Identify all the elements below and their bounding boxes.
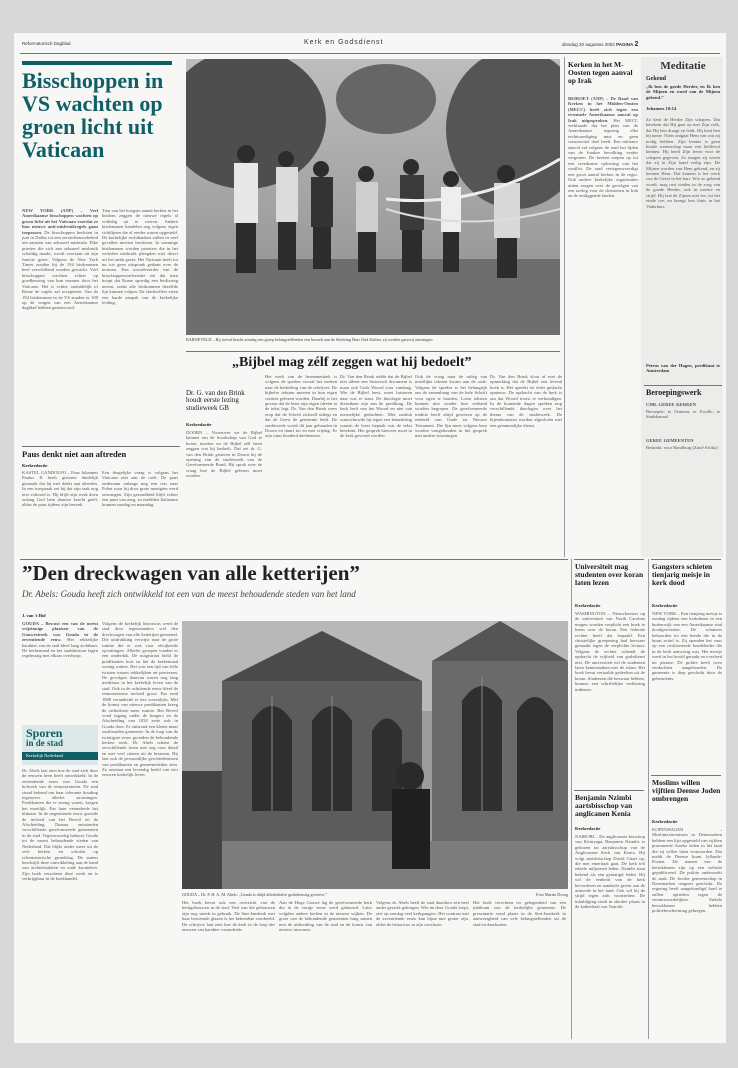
filler-text: KOPENHAGEN – Moslimextremisten in Denemarken hebben een lijst opgesteld van vijftien prominente Joodse leden in het land die zij willen laten vermoorden. Dat meldt de Deense krant Jyllands-Posten. De namen van de betrokkenen zijn op een website gepubliceerd. De politie onderzoekt de zaak. De Joodse gemeenschap in Denemarken reageert geschokt. De regering heeft aangekondigd hard te zullen optreden tegen de verantwoordelijken. Enkele betrokkenen hebben politiebescherming gekregen. (652, 827, 722, 914)
photo-gouda (182, 621, 568, 889)
filler-text: Volgens de kerkelijk historicus werd de stad door tegenstanders wel den dreckwagen van alle ketterijen genoemd. Die uitdrukking verwijst naar de grote ruimte die er was voor afwijkende opvattingen. Allerlei groepen vonden er een onderdak. De magistraat hield de predikanten kort en liet de kerkenraad weinig ruimte. Het was een tijd van felle twisten tussen rekkelijken en preciezen. De gevolgen daarvan waren nog lang merkbaar in het kerkelijk leven van de stad. Ook in de achttiende eeuw bleef de remonstrantse invloed groot. Pas rond 1800 veranderde er iets wezenlijks. Met de komst van nieuwe predikanten kreeg de orthodoxie meer ruimte. Het Reveil vond ingang onder de burgers en de Afscheiding van 1834 zette ook in Gouda door. Er ontstond een kleine maar vastberaden gemeente. In de loop van de twintigste eeuw groeiden de behoudende kerken sterk. Dr. Abels schetst de verschillende fasen met oog voor detail en met veel citaten uit de bronnen. Hij laat ook de persoonlijke geschiedenissen van predikanten en gemeenteleden zien. Zo ontstaat een levendig beeld van vier eeuwen kerkelijk leven. (102, 621, 178, 778)
gouda-body-col1 (22, 768, 98, 1030)
gvb-body-col1 (186, 430, 262, 555)
beroeping-line1: CHR. GEREF. KERKEN (646, 402, 697, 407)
gouda-caption: GOUDA – Dr. P. H. A. M. Abels: „Gouda is altijd allesbehalve godsdienstig geweest.” (182, 892, 327, 897)
filler-text: Dr. Van den Brink sloot af met de opmerking dat de Bijbel een levend boek is. Het spreekt tot ieder geslacht opnieuw. De opdracht van de kerk is om dat Woord trouw te verkondigen. In de komende dagen spreken nog verschillende theologen over het thema van de studieweek. De bijeenkomsten worden afgesloten met een gezamenlijke dienst. (490, 374, 562, 428)
filler-text: De bisschoppen besloten in juni in Dallas tot een zerotolerancebeleid ten aanzien van seksueel misbruik. Elke priester die zich aan seksueel misbruik schuldig maakt, wordt voortaan uit zijn functie gezet. Volgens de New York Times zouden bij de 194 bisdommen heel verschillend worden gewacht. Veel bisschoppen wachten echter op goedkeuring van hun normen door het Vaticaan. Het is echter onduidelijk of Rome de regels zal accepteren. Van de 194 bisdommen in de VS zouden er 109 op de vragen van een Amerikaanse dagblad hebben geantwoord. (22, 229, 98, 311)
column-divider-3 (648, 559, 649, 1039)
filler-text: Ook de vraag naar de uitleg van moeilijke teksten kwam aan de orde. Volgens de spreker is het belangrijk om de samenhang van de hele Schrift voor ogen te houden. Losse teksten kunnen niet zonder hun verband worden begrepen. De gereformeerde traditie heeft altijd gewezen op de eenheid van Oude en Nieuwe Testament. Die lijn moet volgens hem worden vastgehouden in het gesprek met andere stromingen. (415, 374, 487, 439)
gangsters-headline: Gangsters schieten tienjarig meisje in kerk dood (652, 562, 713, 587)
beroeping-line3: GEREF. GEMEENTEN (646, 438, 694, 443)
filler-text: Het boek bevat ook een overzicht van de kerkgebouwen in de stad. Veel van die gebouwen zijn nog steeds in gebruik. De Sint-Janskerk met haar beroemde glazen is het bekendste voorbeeld. De schrijver laat zien hoe de kerk in de loop der eeuwen van karakter veranderde. (182, 900, 275, 933)
photo-barneveld (186, 59, 560, 335)
filler-text: Tien van het hoogste aantal kerken in het bisdom zeggen de nieuwe regels al volledig uit te voeren. Andere bisdommen handelen nog volgens eigen richtlijnen die al eerder waren opgesteld. De kerkelijke rechtbanken zullen in veel gevallen moeten beslissen. In sommige bisdommen worden priesters die in het verleden misbruik pleegden niet direct uit het ambt gezet. Het Vaticaan heeft tot nu toe geen uitspraak gedaan over de normen. Een woordvoerder van de bisschoppenconferentie zei dat men hoopt dat Rome spoedig een beslissing neemt, zodat alle bisdommen dezelfde lijn kunnen volgen. De slachtoffers eisen een harde aanpak van de kerkelijke leiding. (102, 208, 178, 305)
filler-text: KASTEL GANDOLFO – Paus Johannes Paulus II heeft gisteren duidelijk gemaakt dat hij niet denkt aan aftreden. In een toespraak zei hij dat zijn taak nog niet voltooid is. Hij blijft zijn werk doen zolang God hem daartoe kracht geeft, aldus de paus tijdens zijn bezoek. (22, 470, 98, 508)
gvb-body-col5 (490, 374, 562, 555)
meditatie-quote: „Ik ben de goede Herder, en Ik ken de Mijnen en word van de Mijnen gekend.” (646, 84, 720, 100)
gouda-intro-text: GOUDA – Bewust een van de meest vrijzinnige plaatsen van de Gouwestreek was Gouda in de zeventiende eeuw. (22, 621, 98, 643)
gouda-subhead: Dr. Abels: Gouda heeft zich ontwikkeld tot een van de meest behoudende steden van het land (22, 589, 356, 599)
photo-scene (186, 59, 560, 335)
gouda-body-col6 (473, 900, 566, 1030)
lead-body-col2 (102, 208, 178, 443)
gouda-headline: ”Den dreckwagen van alle ketterijen” (22, 561, 360, 585)
brief-body-col1 (22, 470, 98, 555)
article-rule (186, 351, 560, 352)
gangsters-body (652, 611, 722, 771)
photo-credit: Foto Martin Droog (536, 892, 568, 897)
filler-text: Het boek verscheen ter gelegenheid van een jubileum van de kerkelijke gemeente. De presentatie vond plaats in de Sint-Janskerk in aanwezigheid van vele belangstellenden uit de stad en daarbuiten. (473, 900, 566, 927)
church-scene (182, 621, 568, 889)
filler-text: Het werk van de hermeneutiek is volgens de spreker vooral het zoeken naar de bedoeling van de schrijver. De bijbelse teksten moeten in hun eigen context gelezen worden. Daarbij is het gevaar dat de lezer zijn eigen ideeën in de tekst legt. Dr. Van den Brink wees erop dat de Schrift zichzelf uitlegt en dat de Geest de gemeente leidt. De studieweek wordt dit jaar gehouden in Doorn en duurt tot en met vrijdag. Er zijn ruim honderd deelnemers. (265, 374, 337, 439)
univ-rule (574, 559, 644, 560)
photo-caption: BARNEVELD – Bij toeval bracht zondag een groep belangstellenden een bezoek aan de Stichting Huis Oud-Zuilen; zij werden gastvrij ontvangen. (186, 337, 434, 342)
gvb-body-col2 (265, 374, 337, 555)
brief-body-col2 (102, 470, 178, 555)
gouda-body-col4 (279, 900, 372, 1030)
univ-byline: Kerkredactie (575, 603, 601, 608)
irak-body (568, 96, 638, 354)
univ-body (575, 611, 645, 786)
gvb-byline: Kerkredactie (186, 422, 212, 427)
filler-text: WASHINGTON – Nieuwkomers op de universiteit van North Carolina mogen worden verplicht een boek te lezen over de koran. Een federale rechter heeft dat bepaald. Een christelijke groepering had bezwaar gemaakt tegen de verplichte lectuur. Volgens de rechter schendt de opdracht de vrijheid van godsdienst niet. De universiteit wil de studenten laten kennismaken met de islam. Het boek bevat vertaalde gedeelten uit de koran. Studenten die bezwaar hebben, kunnen een schriftelijke verklaring indienen. (575, 611, 645, 692)
gvb-body-col3 (340, 374, 412, 555)
filler-text: Dr. Abels laat zien hoe de stad zich door de eeuwen heen heeft ontwikkeld. In de zeventiende eeuw was Gouda een bolwerk van de remonstranten. De stad stond bekend om haar tolerante houding tegenover allerlei stromingen. Predikanten die te streng waren, kregen het moeilijk. Pas later veranderde het klimaat. In de negentiende eeuw groeide de invloed van het Reveil en de Afscheiding. Daarna ontstonden verschillende gereformeerde gemeenten in de stad. Tegenwoordig behoort Gouda tot de meest behoudende steden van Nederland. Dat blijkt onder meer uit de vele kerken en scholen op reformatorische grondslag. De auteur beschrijft deze ontwikkeling aan de hand van archiefstukken en oude kronieken. Zijn boek verscheen deze week en is verkrijgbaar in de boekhandel. (22, 768, 98, 882)
sporen-title2: in de stad (26, 738, 64, 748)
meditatie-author: Petrus van der Hagen, predikant te Amsterdam (646, 363, 720, 374)
gouda-intro (22, 621, 98, 721)
filler-text: NEW YORK – Een tienjarig meisje is zondag tijdens een kerkdienst in een buitenwijk van een Amerikaanse stad doodgeschoten. De schutters behoorden tot een bende die in de buurt actief is. Zij openden het vuur op een rivaliserende bendeleider die in de kerk aanwezig was. Het meisje werd in het hoofd geraakt en overleed ter plaatse. De politie heeft twee verdachten aangehouden. De gemeente is diep geschokt door de gebeurtenis. (652, 611, 722, 681)
univ-headline: Universiteit mag studenten over koran laten lezen (575, 562, 644, 587)
beroeping-title: Beroepingswerk (646, 388, 702, 397)
filler-text: Het MECC verklaarde dat het plan van de Amerikaanse regering elke rechtvaardiging mist en geen constructief doel heeft. Een militaire aanval zal volgens de raad het lijden van de Iraakse bevolking verder vergroten. De kerken roepen op tot een vreedzame oplossing van het conflict. De raad vertegenwoordigt een groot aantal kerken in de regio. Ook andere kerkelijke organisaties uitten zorgen over de gevolgen van een oorlog voor de christenen in Irak en de omliggende landen. (568, 117, 638, 199)
meditatie-body (646, 117, 720, 357)
filler-text: Volgens dr. Abels heeft de stad daardoor een heel ander gezicht gekregen. Wie nu door Gouda loopt, ziet op zondag veel kerkgangers. Het contrast met de zeventiende eeuw kan bijna niet groter zijn, aldus de historicus in zijn conclusie. (376, 900, 469, 927)
lead-dateline: NEW YORK (ANP) – Veel Amerikaanse bisschoppen wachten op groen licht uit het Vaticaan voordat ze hun nieuwe anti-misbruikregels gaan toepassen. (22, 208, 98, 235)
gvb-headline: „Bijbel mag zélf zeggen wat hij bedoelt” (232, 355, 472, 370)
irak-dateline: BEIROET (ANP) – De Raad van Kerken in het Midden-Oosten (MECC) heeft zich tegen een eventuele Amerikaanse aanval op Irak uitgesproken. (568, 96, 638, 123)
irak-headline: Kerken in het M-Oosten tegen aanval op Irak (568, 60, 633, 85)
section-title: Kerk en Godsdienst (304, 39, 384, 46)
gouda-body-col2 (102, 621, 178, 1030)
brief-dateline: Kerkredactie (22, 463, 48, 468)
column-divider (564, 57, 565, 557)
moslims-body (652, 827, 722, 1030)
moslims-rule (651, 775, 721, 776)
filler-text: Een dergelijke vraag is volgens het Vaticaan niet aan de orde. De paus ondernam onlangs nog een reis naar Polen waar hij door grote menigten werd ontvangen. Zijn gezondheid blijft echter een punt van zorg, zo meldden Italiaanse kranten zondag en maandag. (102, 470, 178, 508)
brief-headline: Paus denkt niet aan aftreden (22, 449, 127, 459)
filler-text: DOORN – Voorzover we de Bijbel kennen om de boodschap van God te horen, moeten we de Bijbel zélf laten zeggen wat hij bedoelt. Dat zei dr. G. van den Brink gisteren in Doorn bij de opening van de studieweek van de Gereformeerde Bond. Hij sprak over de vraag hoe de Bijbel gelezen moet worden. (186, 430, 262, 479)
nzimbi-headline: Benjamin Nzimbi aartsbisschop van anglicanen Kenia (575, 793, 633, 818)
page-label: PAGINA (616, 42, 634, 47)
brief-rule (22, 446, 180, 447)
gouda-byline: J. van 't Hof (22, 613, 46, 618)
lead-body-col1 (22, 208, 98, 443)
gouda-body-col5 (376, 900, 469, 1030)
date: dinsdag 20 augustus 2002 (562, 42, 615, 47)
gangsters-rule (651, 559, 721, 560)
gangsters-byline: Kerkredactie (652, 603, 678, 608)
meditatie-ref: Johannes 10:14 (646, 106, 677, 111)
newspaper-page (14, 33, 726, 1043)
sporen-title1: Sporen (26, 726, 63, 740)
moslims-byline: Kerkredactie (652, 819, 678, 824)
sporen-subtitle: Kerkelijk Nederland (26, 753, 63, 758)
gouda-rule (20, 559, 568, 560)
nzimbi-rule (574, 790, 644, 791)
accent-bar (22, 61, 172, 65)
page-date (562, 41, 638, 48)
lead-headline: Bisschoppen in VS wachten op groen licht uit Vaticaan (22, 68, 164, 162)
column-divider-2 (571, 559, 572, 1039)
nzimbi-byline: Kerkredactie (575, 826, 601, 831)
gvb-subhead: Dr. G. van den Brink houdt eerste lezing studieweek GB (186, 389, 245, 412)
filler-text: Zo kent de Herder Zijn schapen. Dat betekent dat Hij gaat op met Zijn volk, dat Hij hen draagt en leidt. Hij kent hen bij name. Niets ontgaat Hem van wat zij nodig hebben. Zijn kennis is geen koude wetenschap maar een liefdevol kennen. Hij heeft Zijn leven voor de schapen gegeven. Zo mogen zij weten dat zij in Zijn hand veilig zijn. De Mijnen worden van Hem gekend, en zij kennen Hem. Dat kennen is het werk van de Geest in het hart. Wie zo gekend wordt, mag rust vinden in de zorg van de goede Herder, ook in moeite en strijd. Hij laat de Zijnen niet los, tot het einde toe, en brengt hen thuis in het Vaderhuis. (646, 117, 720, 209)
beroeping-line4: Bedankt: voor Randburg (Zuid-Afrika) (646, 445, 718, 450)
gouda-body-col3 (182, 900, 275, 1030)
nzimbi-body (575, 834, 645, 1030)
filler-text: Dr. Van den Brink stelde dat de Bijbel niet alleen een historisch document is maar ook Gods Woord voor vandaag. Wie de Bijbel leest, moet luisteren naar wat er staat. De theologie moet dienstbaar zijn aan de prediking. De kerk leeft van het Woord en niet van menselijke gedachten. Met nadruk waarschuwde hij tegen een benadering waarin de lezer bepaalt wat de tekst betekent. Het gesprek hierover moet in de kerk gevoerd worden. (340, 374, 412, 439)
gvb-body-col4 (415, 374, 487, 555)
publication-name: Reformatorisch Dagblad (22, 41, 71, 46)
filler-text: Het rekkelijke karakter van de stad bleef lang zichtbaar. De kerkenraad en het stadsbestuur lagen regelmatig met elkaar overhoop. (22, 637, 98, 659)
meditatie-title: Meditatie (660, 60, 706, 72)
page-number: 2 (634, 41, 639, 48)
beroeping-line2: Beroepen: te Ommen; te Zwolle; te Stadskanaal (646, 409, 720, 420)
moslims-headline: Moslims willen vijftien Deense Joden ombrengen (652, 778, 721, 803)
beroeping-rule (644, 385, 722, 386)
filler-text: Aan de Hoge Gouwe lag de gereformeerde kerk die in de vorige eeuw werd gebouwd. Later volgden andere kerken in de nieuwe wijken. De groei van de behoudende gemeenten hing samen met de uitbreiding van de stad en de komst van nieuwe inwoners. (279, 900, 372, 933)
filler-text: NAIROBI – De anglicaanse bisschop van Kirinyaga, Benjamin Nzimbi, is gekozen tot aartsbisschop van de Anglicaanse Kerk van Kenia. Hij volgt aartsbisschop David Gitari op, die met emeritaat gaat. De kerk telt enkele miljoenen leden. Nzimbi staat bekend als een gematigd leider. Hij wil de eenheid van de kerk bevorderen en aandacht geven aan de armoede in het land. Ook wil hij de strijd tegen aids voortzetten. De inhuldiging vindt in oktober plaats in de kathedraal van Nairobi. (575, 834, 645, 910)
meditatie-subtitle: Gekend (646, 76, 667, 82)
header-rule (20, 53, 720, 54)
